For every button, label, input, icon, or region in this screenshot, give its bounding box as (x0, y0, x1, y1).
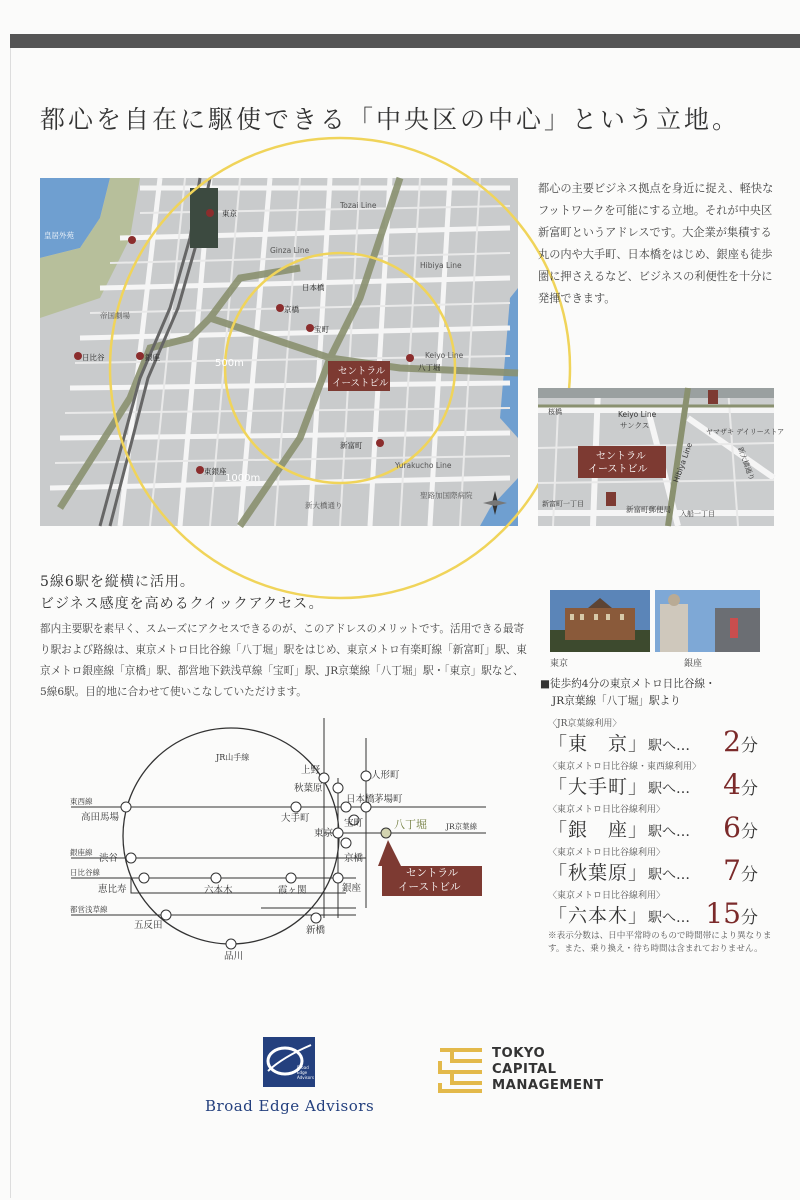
photo-tokyo-station (550, 590, 650, 652)
ring-label-1000: 1000m (225, 473, 261, 484)
travel-row-minutes: 6 (723, 811, 741, 844)
route-station: 人形町 (371, 770, 400, 781)
map-label: 新大橋通り (305, 501, 343, 510)
travel-row-station: 「大手町」 (548, 776, 649, 798)
river-water-east (500, 288, 518, 438)
inset-label: ヤマザキ デイリーストア (706, 428, 785, 436)
broad-edge-logo-mark (263, 1037, 315, 1087)
page-headline: 都心を自在に駆使できる「中央区の中心」という立地。 (40, 105, 741, 134)
map-label: Ginza Line (270, 246, 310, 255)
photo-ginza (655, 590, 760, 652)
travel-row-unit: 分 (741, 865, 758, 885)
route-line-label: 銀座線 (70, 848, 93, 857)
route-station-hatchobori: 八丁堀 (394, 818, 427, 831)
tokyo-capital-name (492, 1046, 604, 1094)
photo-caption-ginza: 銀座 (684, 659, 703, 669)
route-station: 恵比寿 (98, 884, 127, 895)
route-station: 新橋 (306, 925, 326, 936)
broad-edge-logo-small-text: Broad Edge Advisors (297, 1065, 314, 1080)
route-station: 茅場町 (374, 794, 403, 805)
inset-label: 新富町郵便局 (626, 505, 671, 514)
inset-label: サンクス (620, 421, 650, 430)
travel-row-note: 〈東京メトロ日比谷線・東西線利用〉 (548, 762, 702, 772)
route-line-label: JR京葉線 (446, 822, 478, 831)
access-subhead (40, 571, 324, 615)
travel-row-minutes: 4 (723, 768, 741, 801)
map-label: Hibiya Line (420, 261, 462, 270)
map-label: Keiyo Line (425, 351, 464, 360)
inset-building-label-1: セントラル (596, 451, 646, 462)
tokyo-capital-logo-mark (438, 1047, 484, 1093)
travel-time-intro (540, 676, 716, 710)
travel-row-suffix: 駅へ… (648, 738, 691, 754)
map-label: 宝町 (314, 325, 329, 334)
route-station: 渋谷 (99, 853, 119, 864)
inset-label: 新富町一丁目 (542, 500, 584, 508)
travel-row-station: 「東 京」 (548, 733, 649, 755)
route-callout-1: セントラル (406, 867, 459, 879)
travel-row (548, 716, 758, 757)
broad-edge-name: Broad Edge Advisors (205, 1097, 375, 1115)
map-label: 新富町 (340, 441, 363, 450)
area-map (40, 178, 518, 526)
route-station: 宝町 (344, 818, 364, 829)
travel-footnote: ※表示分数は、日中平常時のもので時間帯により異なります。また、乗り換え・待ち時間は含まれておりません。 (548, 931, 772, 954)
travel-row-note: 〈東京メトロ日比谷線利用〉 (548, 891, 666, 901)
map-label: 東銀座 (204, 467, 227, 476)
route-station: 東京 (314, 828, 334, 839)
inset-label: 入船一丁目 (680, 510, 715, 518)
access-body: 都内主要駅を素早く、スムーズにアクセスできるのが、このアドレスのメリットです。活用できる最寄り駅および路線は、東京メトロ日比谷線「八丁堀」駅をはじめ、東京メトロ有楽町線「新富町」駅、東京メトロ銀座線「京橋」駅、都営地下鉄浅草線「宝町」駅、JR京葉線「八丁堀」駅・「東京」駅など、5線6駅。目的地に合わせて使いこなしていただけます。 (40, 623, 527, 698)
page-edge (10, 48, 11, 1198)
travel-row-unit: 分 (741, 736, 758, 756)
travel-row-note: 〈東京メトロ日比谷線利用〉 (548, 848, 666, 858)
access-subhead-line-1: 5線6駅を縦横に活用。 (40, 574, 195, 590)
map-building-label-2: イーストビル (332, 378, 389, 389)
map-label: Yurakucho Line (395, 461, 452, 470)
route-map (56, 718, 516, 968)
travel-row (548, 759, 758, 800)
travel-row (548, 802, 758, 843)
route-station: 銀座 (342, 883, 362, 894)
intro-text: 都心の主要ビジネス拠点を身近に捉え、軽快なフットワークを可能にする立地。それが中央区新富町というアドレスです。大企業が集積する丸の内や大手町、日本橋をはじめ、銀座も徒歩圏に押さえるなど、ビジネスの利便性を十分に発揮できます。 (538, 182, 774, 305)
top-bar (10, 34, 800, 48)
tcm-line-3: MANAGEMENT (492, 1078, 604, 1093)
map-label: 日比谷 (82, 353, 105, 362)
route-line-label: 日比谷線 (70, 868, 100, 877)
map-building-label-1: セントラル (338, 366, 386, 377)
map-label: 京橋 (284, 305, 299, 314)
inset-label: Hibiya Line (671, 441, 695, 484)
photo-caption-tokyo: 東京 (550, 659, 569, 669)
route-station: 日本橋 (346, 794, 375, 805)
inset-label: 桜橋 (548, 408, 562, 416)
access-subhead-line-2: ビジネス感度を高めるクイックアクセス。 (40, 596, 324, 612)
travel-row-station: 「秋葉原」 (548, 862, 649, 884)
travel-row-minutes: 2 (723, 725, 741, 758)
map-label: 聖路加国際病院 (420, 491, 473, 500)
inset-building-label-2: イーストビル (588, 464, 648, 475)
tcm-line-1: TOKYO (492, 1046, 546, 1061)
route-line-label: 都営浅草線 (70, 905, 108, 914)
route-callout-2: イーストビル (398, 881, 461, 893)
map-label: 皇居外苑 (44, 231, 74, 240)
map-label: 日本橋 (302, 283, 325, 292)
tcm-line-2: CAPITAL (492, 1062, 557, 1077)
map-label: Tozai Line (340, 201, 377, 210)
travel-time-intro-1: ■徒歩約4分の東京メトロ日比谷線・ (540, 678, 716, 690)
travel-row-station: 「銀 座」 (548, 819, 649, 841)
map-label: 八丁堀 (418, 363, 441, 372)
travel-row-station: 「六本木」 (548, 905, 649, 927)
travel-time-intro-2: JR京葉線「八丁堀」駅より (552, 695, 681, 707)
route-station: 京橋 (344, 853, 364, 864)
route-station: 品川 (224, 951, 244, 962)
map-label: 銀座 (145, 353, 160, 362)
travel-row-unit: 分 (741, 822, 758, 842)
route-station: 六本木 (204, 885, 233, 896)
route-station: 大手町 (281, 813, 310, 824)
ring-label-500: 500m (215, 358, 244, 369)
travel-row-unit: 分 (741, 908, 758, 928)
route-station: 高田馬場 (81, 812, 120, 823)
travel-row (548, 845, 758, 886)
travel-row-minutes: 15 (705, 897, 741, 930)
travel-row-suffix: 駅へ… (648, 910, 691, 926)
travel-row-unit: 分 (741, 779, 758, 799)
route-line-label: 東西線 (70, 797, 93, 806)
route-station: 霞ヶ関 (278, 885, 307, 896)
map-label: 帝国劇場 (100, 311, 130, 320)
inset-map (538, 388, 785, 526)
map-label: 東京 (222, 209, 237, 218)
travel-row-suffix: 駅へ… (648, 824, 691, 840)
travel-row-suffix: 駅へ… (648, 867, 691, 883)
route-station: 上野 (301, 765, 321, 776)
travel-row-minutes: 7 (723, 854, 741, 887)
travel-row-note: 〈JR京葉線利用〉 (548, 719, 622, 729)
inset-label: 新大橋通り (736, 445, 756, 482)
travel-row-suffix: 駅へ… (648, 781, 691, 797)
tokyo-station-block (190, 188, 218, 248)
travel-row-note: 〈東京メトロ日比谷線利用〉 (548, 805, 666, 815)
route-station: 五反田 (134, 920, 163, 931)
travel-row (548, 888, 758, 929)
route-ring-label: JR山手線 (216, 753, 250, 762)
route-station: 秋葉原 (294, 783, 323, 794)
inset-label: Keiyo Line (618, 410, 657, 419)
